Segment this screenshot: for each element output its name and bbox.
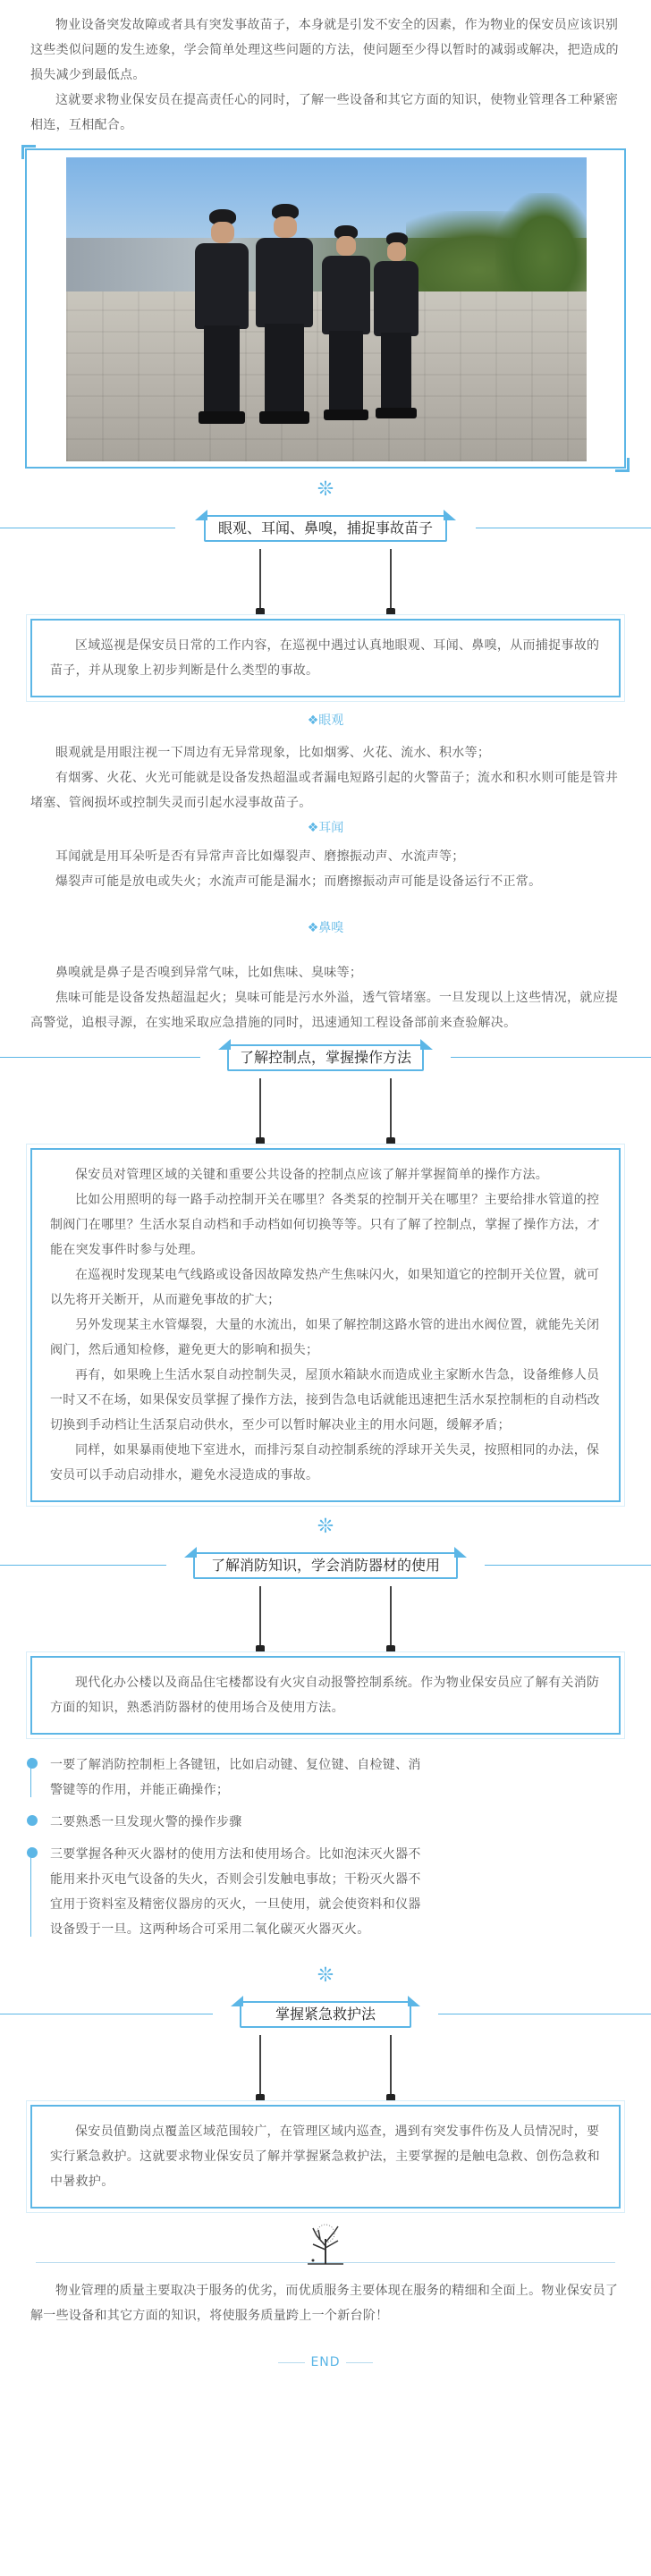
section-3-title: 了解消防知识，学会消防器材的使用	[193, 1552, 458, 1579]
end-marker	[0, 2350, 651, 2386]
section-2-header	[0, 1035, 651, 1078]
list-item	[30, 1810, 424, 1835]
eye-subtitle: ❖眼观	[307, 714, 344, 728]
section-3-header	[0, 1543, 651, 1586]
section-2-paragraph-3: 在巡视时发现某电气线路或设备因故障发热产生焦味闪火，如果知道它的控制开关位置，就可以先将开关断开，从而避免事故的扩大；	[50, 1268, 600, 1307]
flower-icon: ❊	[317, 1516, 334, 1538]
list-item-1-text: 一要了解消防控制柜上各键钮，比如启动键、复位键、自检键、消警键等的作用，并能正确操作；	[50, 1758, 421, 1797]
nose-subtitle: ❖鼻嗅	[307, 921, 344, 935]
section-2-paragraph-5: 再有，如果晚上生活水泵自动控制失灵，屋顶水箱缺水而造成业主家断水告急，设备维修人员一时又不在场，如果保安员掌握了操作方法，接到告急电话就能迅速把生活水泵控制柜的自动档改切换到手动档让生活泵启动供水，至少可以暂时解决业主的用水问题，缓解矛盾；	[50, 1368, 600, 1432]
section-4-panel	[30, 2105, 621, 2209]
list-item	[30, 1842, 424, 1942]
list-item-3-text: 三要掌握各种灭火器材的使用方法和使用场合。比如泡沫灭火器不能用来扑灭电气设备的失火，否则会引发触电事故；干粉灭火器不宜用于资料室及精密仪器房的灭火，一旦使用，就会使资料和仪器设备毁于一旦。这两种场合可采用二氧化碳灭火器灭火。	[50, 1847, 421, 1937]
closing-paragraph: 物业管理的质量主要取决于服务的优劣，而优质服务主要体现在服务的精细和全面上。物业保安员了解一些设备和其它方面的知识，将使服务质量跨上一个新台阶！	[30, 2284, 619, 2323]
flower-icon: ❊	[317, 478, 334, 501]
intro-paragraph-2: 这就要求物业保安员在提高责任心的同时，了解一些设备和其它方面的知识，使物业管理各工种紧密相连，互相配合。	[30, 93, 619, 132]
nose-paragraph-2: 焦味可能是设备发热超温起火；臭味可能是污水外溢，透气管堵塞。一旦发现以上这些情况，就应提高警觉，追根寻源，在实地采取应急措施的同时，迅速通知工程设备部前来查验解决。	[30, 991, 619, 1030]
tree-icon	[302, 2219, 349, 2266]
intro-paragraph-1: 物业设备突发故障或者具有突发事故苗子，本身就是引发不安全的因素，作为物业的保安员应该识别这些类似问题的发生迹象，学会简单处理这些问题的方法，使问题至少得以暂时的减弱或解决，把造成的损失减少到最低点。	[30, 18, 619, 82]
section-4-title: 掌握紧急救护法	[240, 2001, 411, 2028]
tree-divider	[0, 2217, 651, 2271]
section-3-panel	[30, 1656, 621, 1735]
list-item	[30, 1753, 424, 1803]
eye-paragraph-1: 眼观就是用眼注视一下周边有无异常现象，比如烟雾、火花、流水、积水等；	[55, 746, 491, 760]
section-2-paragraph-1: 保安员对管理区域的关键和重要公共设备的控制点应该了解并掌握简单的操作方法。	[75, 1168, 549, 1182]
section-2-panel	[30, 1148, 621, 1502]
section-2-title: 了解控制点，掌握操作方法	[227, 1044, 424, 1071]
section-1-title: 眼观、耳闻、鼻嗅，捕捉事故苗子	[204, 515, 447, 542]
list-item-2-text: 二要熟悉一旦发现火警的操作步骤	[50, 1815, 242, 1829]
section-4-header	[0, 1992, 651, 2035]
security-guards-photo	[66, 157, 587, 461]
section-1-panel-text: 区域巡视是保安员日常的工作内容，在巡视中遇过认真地眼观、耳闻、鼻嗅，从而捕捉事故的苗子，并从现象上初步判断是什么类型的事故。	[50, 638, 600, 678]
ear-paragraph-2: 爆裂声可能是放电或失火；水流声可能是漏水；而磨擦振动声可能是设备运行不正常。	[55, 874, 542, 889]
section-2-paragraph-6: 同样，如果暴雨使地下室进水，而排污泵自动控制系统的浮球开关失灵，按照相同的办法，保安员可以手动启动排水，避免水浸造成的事故。	[50, 1443, 600, 1482]
ear-subtitle: ❖耳闻	[307, 821, 344, 835]
ear-paragraph-1: 耳闻就是用耳朵听是否有异常声音比如爆裂声、磨擦振动声、水流声等；	[55, 849, 465, 864]
eye-paragraph-2: 有烟雾、火花、火光可能就是设备发热超温或者漏电短路引起的火警苗子；流水和积水则可能是管井堵塞、管阀损坏或控制失灵而引起水浸事故苗子。	[30, 771, 619, 810]
fire-knowledge-list	[30, 1753, 424, 1942]
section-3-panel-text: 现代化办公楼以及商品住宅楼都设有火灾自动报警控制系统。作为物业保安员应了解有关消防方面的知识，熟悉消防器材的使用场合及使用方法。	[50, 1676, 600, 1715]
section-2-paragraph-4: 另外发现某主水管爆裂，大量的水流出，如果了解控制这路水管的进出水阀位置，就能先关闭阀门，然后通知检修，避免更大的影响和损失；	[50, 1318, 600, 1357]
nose-paragraph-1: 鼻嗅就是鼻子是否嗅到异常气味，比如焦味、臭味等；	[55, 966, 363, 980]
photo-frame	[25, 145, 626, 474]
section-2-paragraph-2: 比如公用照明的每一路手动控制开关在哪里？各类泵的控制开关在哪里？主要给排水管道的控制阀门在哪里？生活水泵自动档和手动档如何切换等等。只有了解了控制点，掌握了操作方法，才能在突发事件时参与处理。	[50, 1193, 600, 1257]
section-1-header	[0, 506, 651, 549]
section-1-panel	[30, 619, 621, 697]
flower-icon: ❊	[317, 1964, 334, 1987]
end-text: END	[310, 2355, 341, 2369]
section-4-panel-text: 保安员值勤岗点覆盖区域范围较广，在管理区域内巡查，遇到有突发事件伤及人员情况时，要实行紧急救护。这就要求物业保安员了解并掌握紧急救护法，主要掌握的是触电急救、创伤急救和中暑救护。	[50, 2124, 600, 2189]
